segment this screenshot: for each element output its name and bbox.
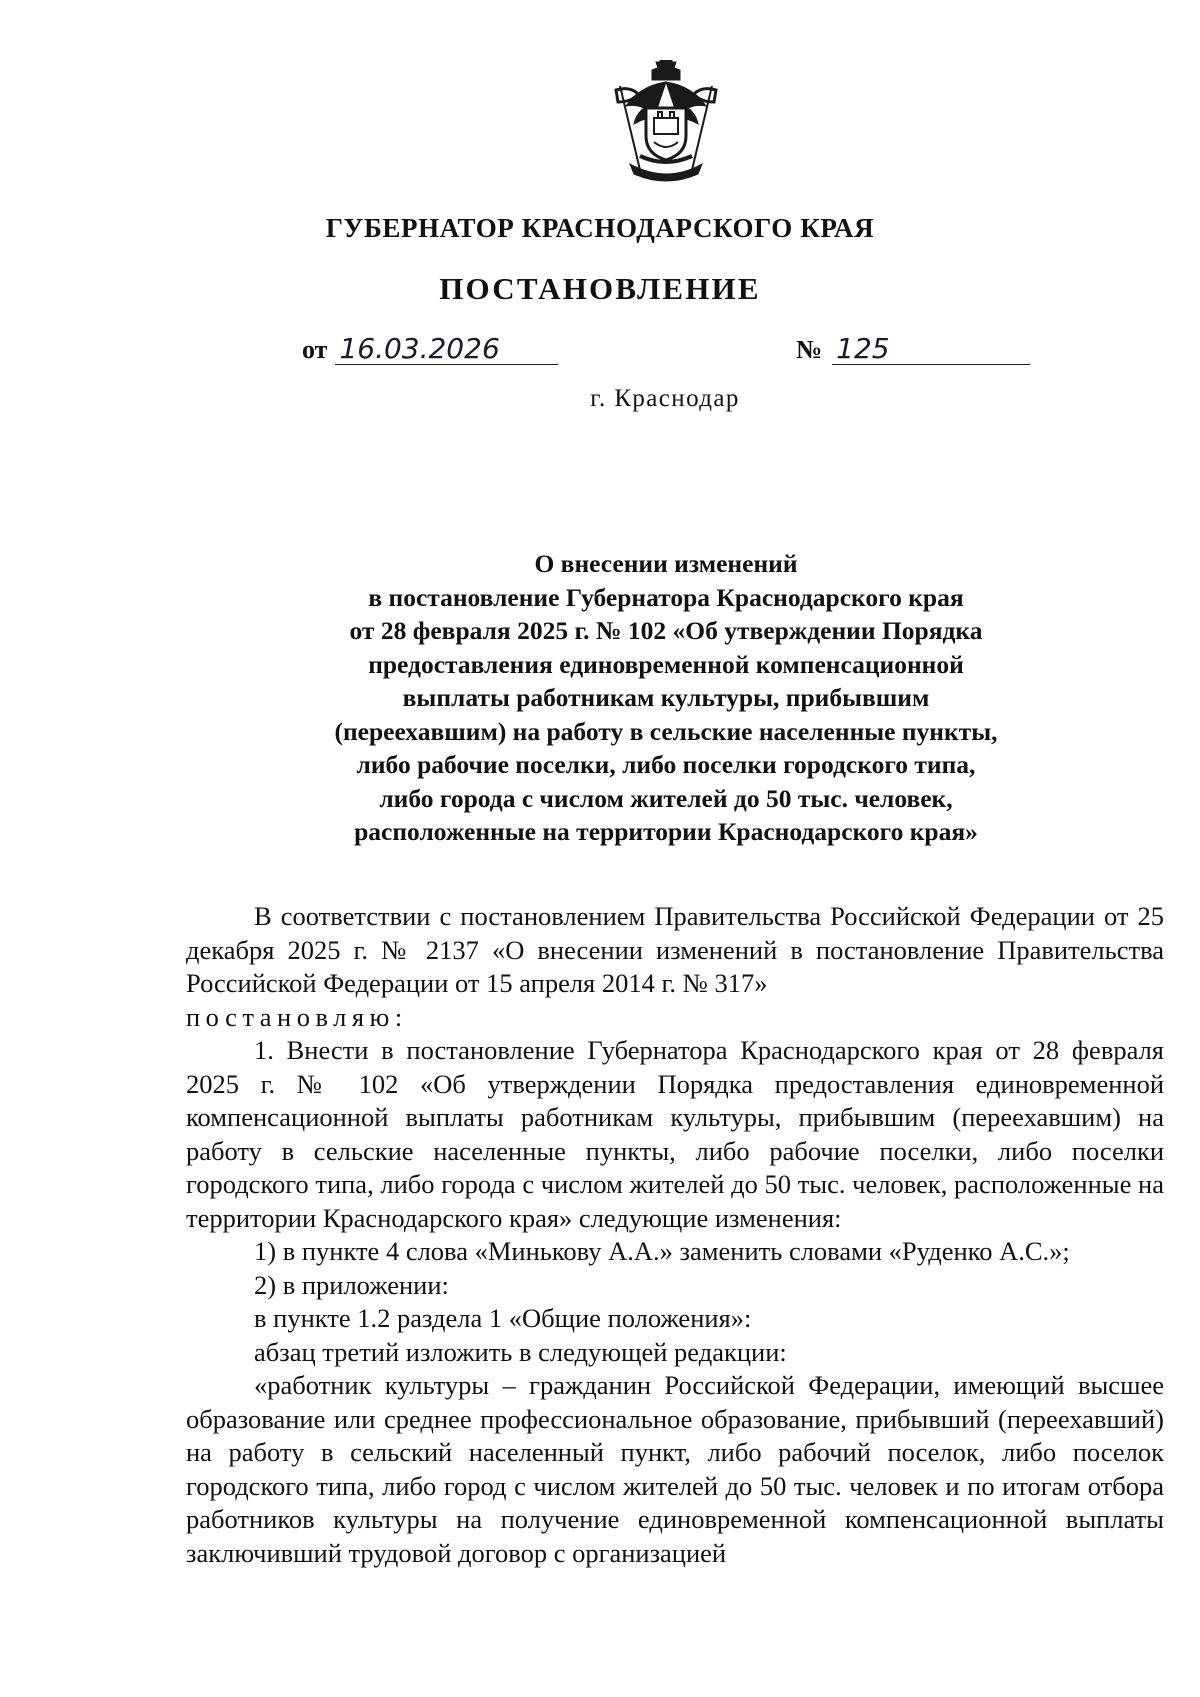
title-line: от 28 февраля 2025 г. № 102 «Об утверждении Порядка (349, 616, 983, 645)
date-label: от (302, 335, 328, 364)
clause-1-paragraph: 1. Внести в постановление Губернатора Краснодарского края от 28 февраля 2025 г. № 102 «Об утверждении Порядка предоставления единовременной компенсационной выплаты работникам культуры, прибывшим (переехавшим) на работу в сельские населенные пункты, либо рабочие поселки, либо поселки городского типа, либо города с числом жителей до 50 тыс. человек, расположенные на территории Краснодарского края» следующие изменения: (186, 1035, 1164, 1233)
title-line: выплаты работникам культуры, прибывшим (402, 683, 930, 712)
subclause-2-paragraph: 2) в приложении: (254, 1269, 449, 1300)
city-line: г. Краснодар (590, 385, 740, 412)
number-block (796, 334, 1030, 365)
title-line: либо рабочие поселки, либо поселки городского типа, (356, 750, 976, 779)
handwritten-date: 16.03.2026 (335, 334, 558, 365)
number-label: № (796, 335, 823, 364)
authority-heading: ГУБЕРНАТОР КРАСНОДАРСКОГО КРАЯ (325, 213, 875, 243)
title-line: (переехавшим) на работу в сельские населенные пункты, (334, 716, 998, 746)
coat-of-arms-icon (610, 60, 722, 182)
new-wording-paragraph: «работник культуры – гражданин Российской Федерации, имеющий высшее образование или среднее профессиональное образование, прибывший (переехавший) на работу в сельский населенный пункт, либо рабочий поселок, либо поселок городского типа, либо город с числом жителей до 50 тыс. человек и по итогам отбора работников культуры на получение единовременной компенсационной выплаты заключивший трудовой договор с организацией (186, 1370, 1164, 1568)
title-line: предоставления единовременной компенсационной (368, 649, 964, 679)
title-line: либо города с числом жителей до 50 тыс. человек, (379, 783, 953, 813)
document-title (276, 547, 1056, 849)
third-paragraph-instruction: абзац третий изложить в следующей редакции: (254, 1336, 787, 1367)
document-type-heading: ПОСТАНОВЛЕНИЕ (439, 271, 761, 306)
title-line: в постановление Губернатора Краснодарского края (368, 582, 964, 612)
preamble-paragraph: В соответствии с постановлением Правительства Российской Федерации от 25 декабря 2025 г. № 2137 «О внесении изменений в постановление Правительства Российской Федерации от 15 апреля 2014 г. № 317» (186, 901, 1164, 998)
handwritten-number: 125 (832, 334, 1030, 365)
date-block (302, 334, 558, 365)
document-body (186, 900, 1164, 1570)
title-line: О внесении изменений (534, 549, 798, 578)
item-1-2-paragraph: в пункте 1.2 раздела 1 «Общие положения»: (254, 1303, 752, 1333)
subclause-1-paragraph: 1) в пункте 4 слова «Минькову А.А.» заменить словами «Руденко А.С.»; (254, 1236, 1070, 1266)
resolution-word: постановляю: (186, 1001, 408, 1032)
title-line: расположенные на территории Краснодарского края» (354, 817, 978, 846)
